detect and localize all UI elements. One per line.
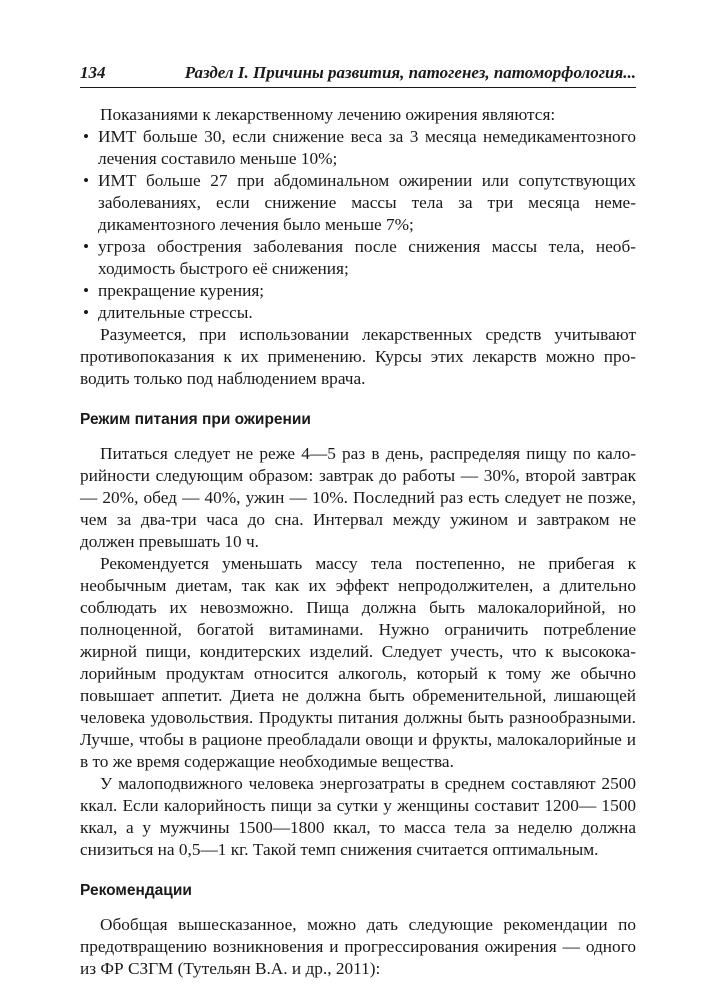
bullet-icon: • bbox=[83, 303, 90, 322]
indications-list bbox=[80, 126, 636, 324]
book-page bbox=[80, 62, 636, 980]
section-title: Раздел I. Причины развития, патогенез, патоморфология... bbox=[184, 63, 636, 82]
body-paragraph: Обобщая вышесказанное, можно дать следующие рекомендации по предотвращению возникновения и прогрессирования ожирения — одного из ФР СЗГМ (Тутельян В.А. и др., 2011): bbox=[80, 915, 636, 978]
bullet-icon: • bbox=[83, 237, 90, 256]
list-item-text: прекращение курения; bbox=[98, 281, 265, 300]
list-item bbox=[80, 280, 636, 302]
body-paragraph: Рекомендуется уменьшать массу тела постепенно, не прибегая к необычным диетам, так как их эффект непродолжителен, а длительно соблюдать их невозможно. Пища должна быть малокалорийной, но полноценной, богатой витаминами. Нужно ограничить потребление жирной пищи, кондитерских изделий. Следует учесть, что к высококалорийным продуктам относится алкоголь, который к тому же обычно повышает аппетит. Диета не должна быть обременительной, лишающей человека удовольствия. Продукты питания должны быть разнообразными. Лучше, чтобы в рационе преобладали овощи и фрукты, малокалорийные и в то же время содержащие необходимые вещества. bbox=[80, 554, 636, 771]
list-item-text: длительные стрессы. bbox=[98, 303, 253, 322]
list-item bbox=[80, 236, 636, 280]
bullet-icon: • bbox=[83, 281, 90, 300]
list-item-text: ИМТ больше 30, если снижение веса за 3 месяца немедикаментозного лечения составило меньше 10%; bbox=[98, 127, 636, 168]
list-item-text: ИМТ больше 27 при абдоминальном ожирении или сопутствующих заболеваниях, если снижение массы тела за три месяца немедикаментозного лечения было меньше 7%; bbox=[98, 171, 636, 234]
list-item-text: угроза обострения заболевания после снижения массы тела, необходимость быстрого её снижения; bbox=[98, 237, 636, 278]
body-paragraph: Разумеется, при использовании лекарственных средств учитывают противопоказания к их применению. Курсы этих лекарств можно проводить только под наблюдением врача. bbox=[80, 325, 636, 388]
section-heading-recommendations: Рекомендации bbox=[80, 882, 192, 899]
bullet-icon: • bbox=[83, 171, 90, 190]
intro-paragraph: Показаниями к лекарственному лечению ожирения являются: bbox=[100, 105, 556, 124]
page-number: 134 bbox=[80, 63, 106, 82]
page-body bbox=[80, 104, 636, 980]
running-header bbox=[80, 62, 636, 88]
list-item bbox=[80, 170, 636, 236]
body-paragraph: Питаться следует не реже 4—5 раз в день, распределяя пищу по калорийности следующим образом: завтрак до работы — 30%, второй завтрак — 20%, обед — 40%, ужин — 10%. Последний раз есть следует не позже, чем за два-три часа до сна. Интервал между ужином и завтраком не должен превышать 10 ч. bbox=[80, 444, 636, 551]
section-heading-nutrition: Режим питания при ожирении bbox=[80, 411, 311, 428]
bullet-icon: • bbox=[83, 127, 90, 146]
list-item bbox=[80, 126, 636, 170]
body-paragraph: У малоподвижного человека энергозатраты в среднем составляют 2500 ккал. Если калорийность пищи за сутки у женщины составит 1200— 1500 ккал, а у мужчины 1500—1800 ккал, то масса тела за неделю должна снизиться на 0,5—1 кг. Такой темп снижения считается оптимальным. bbox=[80, 774, 636, 859]
list-item bbox=[80, 302, 636, 324]
